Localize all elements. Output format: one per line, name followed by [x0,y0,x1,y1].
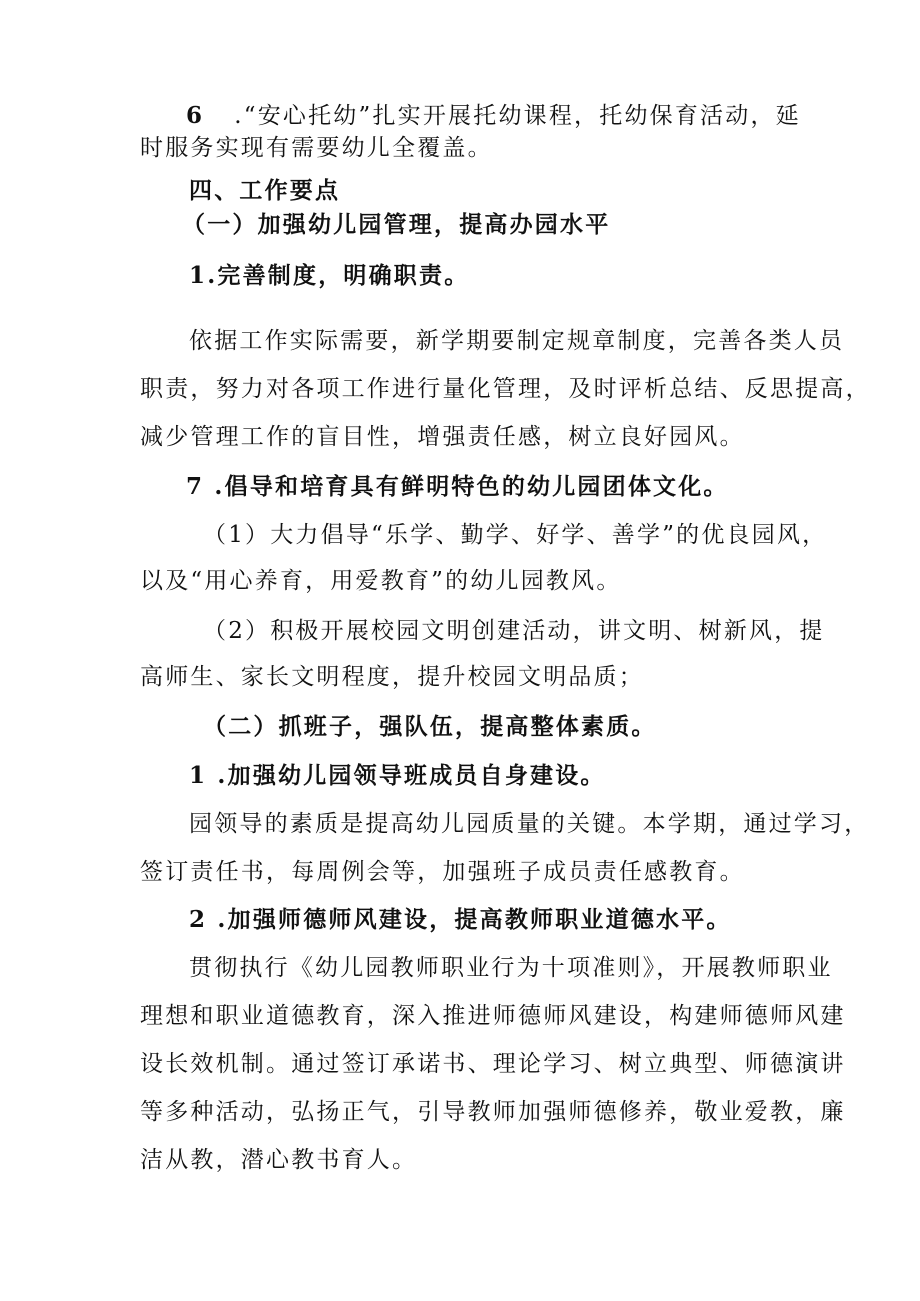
item-7-point-2-line-2: 高师生、家长文明程度，提升校园文明品质； [140,664,644,690]
subsection-2-paragraph-2-line-1: 贯彻执行《幼儿园教师职业行为十项准则》，开展教师职业 [189,955,833,981]
subsection-2-paragraph-1-heading: 1 .加强幼儿园领导班成员自身建设。 [189,762,606,789]
paragraph-1-line-2: 职责，努力对各项工作进行量化管理，及时评析总结、反思提高， [140,376,871,402]
item-6-text: .“安心托幼”扎实开展托幼课程，托幼保育活动，延 [234,103,801,129]
item-6-number: 6 [186,102,205,129]
item-6-line-1 [186,101,801,131]
paragraph-1-line-3: 减少管理工作的盲目性，增强责任感，树立良好园风。 [140,424,745,450]
subsection-2-paragraph-1-line-2: 签订责任书，每周例会等，加强班子成员责任感教育。 [140,859,745,885]
subsection-2-paragraph-2-line-4: 等多种活动，弘扬正气，引导教师加强师德修养，敬业爱教，廉 [140,1099,846,1125]
item-7-point-1-line-1: （1）大力倡导“乐学、勤学、好学、善学”的优良园风， [203,522,828,548]
paragraph-1-heading: 1.完善制度，明确职责。 [189,262,470,289]
subsection-2-paragraph-2-line-5: 洁从教，潜心教书育人。 [140,1147,418,1173]
paragraph-1-line-1: 依据工作实际需要，新学期要制定规章制度，完善各类人员 [189,328,845,354]
subsection-1-heading: （一）加强幼儿园管理，提高办园水平 [182,211,611,238]
item-7-point-2-line-1: （2）积极开展校园文明创建活动，讲文明、树新风，提 [203,618,825,644]
item-7-point-1-line-2: 以及“用心养育，用爱教育”的幼儿园教风。 [140,568,622,594]
item-7-heading: 7 .倡导和培育具有鲜明特色的幼儿园团体文化。 [186,473,729,500]
item-6-line-2: 时服务实现有需要幼儿全覆盖。 [140,135,493,161]
subsection-2-paragraph-2-line-2: 理想和职业道德教育，深入推进师德师风建设，构建师德师风建 [140,1003,846,1029]
subsection-2-heading: （二）抓班子，强队伍，提高整体素质。 [203,713,657,740]
subsection-2-paragraph-2-heading: 2 .加强师德师风建设，提高教师职业道德水平。 [189,906,732,933]
subsection-2-paragraph-2-line-3: 设长效机制。通过签订承诺书、理论学习、树立典型、师德演讲 [140,1051,846,1077]
subsection-2-paragraph-1-line-1: 园领导的素质是提高幼儿园质量的关键。本学期，通过学习， [189,811,870,837]
section-4-heading: 四、工作要点 [189,177,341,204]
